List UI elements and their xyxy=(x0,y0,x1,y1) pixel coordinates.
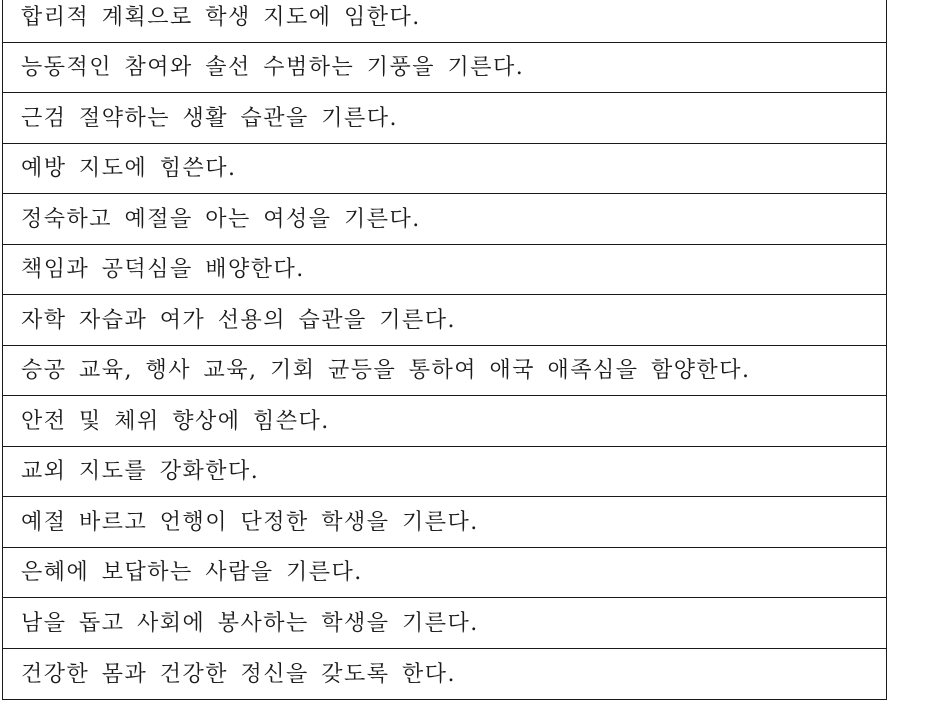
table-row xyxy=(3,346,886,397)
table-cell: 남을 돕고 사회에 봉사하는 학생을 기른다. xyxy=(21,610,479,636)
table-cell: 능동적인 참여와 솔선 수범하는 기풍을 기른다. xyxy=(21,55,525,81)
table-cell: 은혜에 보답하는 사람을 기른다. xyxy=(21,560,363,586)
table-cell: 교외 지도를 강화한다. xyxy=(21,459,260,485)
table-row xyxy=(3,194,886,245)
guidance-table xyxy=(2,0,887,700)
table-row xyxy=(3,598,886,649)
table-row xyxy=(3,144,886,195)
table-cell: 건강한 몸과 건강한 정신을 갖도록 한다. xyxy=(21,661,456,687)
table-cell: 합리적 계획으로 학생 지도에 임한다. xyxy=(21,4,421,30)
table-cell: 안전 및 체위 향상에 힘쓴다. xyxy=(21,408,330,434)
table-row xyxy=(3,43,886,94)
table-cell: 정숙하고 예절을 아는 여성을 기른다. xyxy=(21,206,421,232)
table-row xyxy=(3,0,886,43)
table-row xyxy=(3,295,886,346)
table-cell: 예절 바르고 언행이 단정한 학생을 기른다. xyxy=(21,509,479,535)
table-row xyxy=(3,548,886,599)
table-cell: 승공 교육, 행사 교육, 기회 균등을 통하여 애국 애족심을 함양한다. xyxy=(21,358,751,384)
table-row xyxy=(3,497,886,548)
table-cell: 책임과 공덕심을 배양한다. xyxy=(21,257,305,283)
table-row xyxy=(3,93,886,144)
table-cell: 자학 자습과 여가 선용의 습관을 기른다. xyxy=(21,307,456,333)
table-row xyxy=(3,396,886,447)
table-row xyxy=(3,649,886,700)
table-row xyxy=(3,245,886,296)
table-cell: 예방 지도에 힘쓴다. xyxy=(21,156,237,182)
table-row xyxy=(3,447,886,498)
table-cell: 근검 절약하는 생활 습관을 기른다. xyxy=(21,105,398,131)
